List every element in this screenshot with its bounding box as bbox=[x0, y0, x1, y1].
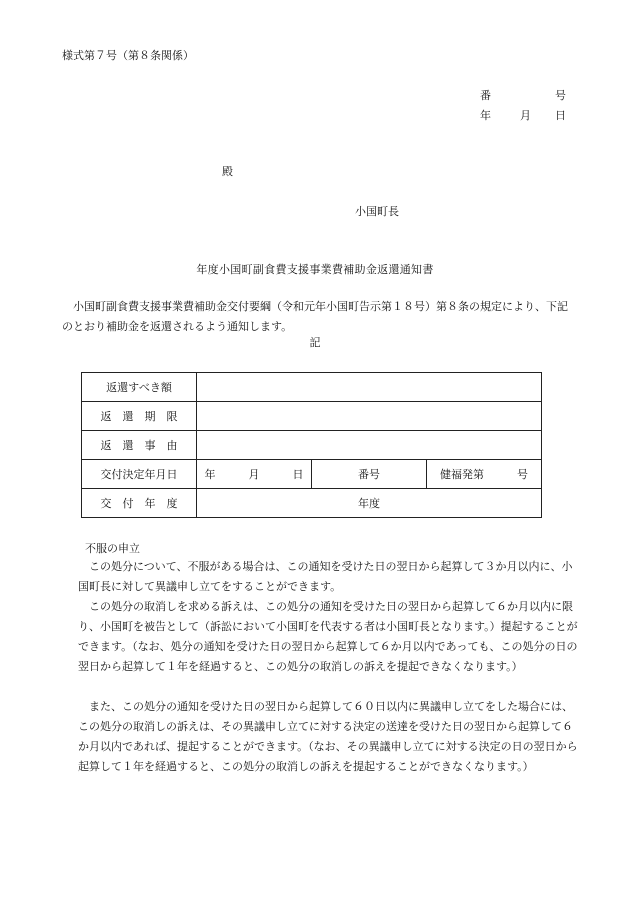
deadline-value-cell bbox=[197, 402, 542, 431]
sender-name: 小国町長 bbox=[355, 205, 399, 218]
notice-body: 小国町副食費支援事業費補助金交付要綱（令和元年小国町告示第１８号）第８条の規定により、下記のとおり補助金を返還されるよう通知します。 bbox=[62, 300, 568, 333]
row-label-amount: 返還すべき額 bbox=[82, 373, 197, 402]
decision-date-cell: 年 月 日 bbox=[197, 460, 312, 489]
date-year-label: 年 bbox=[480, 109, 491, 122]
date-day-label: 日 bbox=[555, 109, 566, 122]
row-label-deadline: 返 還 期 限 bbox=[82, 402, 197, 431]
addressee-honorific: 殿 bbox=[222, 165, 233, 178]
ki-heading: 記 bbox=[309, 336, 321, 349]
row-label-fiscal-year: 交 付 年 度 bbox=[82, 489, 197, 518]
amount-value-cell bbox=[197, 373, 542, 402]
date-month-label: 月 bbox=[520, 109, 531, 122]
form-number: 様式第７号（第８条関係） bbox=[62, 49, 194, 62]
table-row bbox=[82, 431, 542, 460]
row-label-reason: 返 還 事 由 bbox=[82, 431, 197, 460]
document-number-label: 番 bbox=[480, 89, 491, 102]
document-title: 年度小国町副食費支援事業費補助金返還通知書 bbox=[196, 263, 434, 276]
row-label-decision-date: 交付決定年月日 bbox=[82, 460, 197, 489]
fiscal-year-cell: 年度 bbox=[197, 489, 542, 518]
objection-title: 不服の申立 bbox=[85, 542, 140, 555]
document-number-unit: 号 bbox=[555, 89, 566, 102]
table-row bbox=[82, 460, 542, 489]
doc-number-cell: 健福発第 号 bbox=[427, 460, 542, 489]
number-label-cell: 番号 bbox=[312, 460, 427, 489]
objection-paragraph: また、この処分の通知を受けた日の翌日から起算して６０日以内に異議申し立てをした場合には、この処分の取消しの訴えは、その異議申し立てに対する決定の送達を受けた日の翌日から起算して６か月以内であれば、提起することができます。（なお、その異議申し立てに対する決定の日の翌日から起算して１年を経過すると、この処分の取消しの訴えを提起することができなくなります。） bbox=[78, 700, 578, 773]
table-row bbox=[82, 402, 542, 431]
reason-value-cell bbox=[197, 431, 542, 460]
refund-details-table bbox=[81, 372, 542, 518]
objection-paragraph: この処分の取消しを求める訴えは、この処分の通知を受けた日の翌日から起算して６か月以内に限り、小国町を被告として（訴訟において小国町を代表する者は小国町長となります。）提起することができます。（なお、処分の通知を受けた日の翌日から起算して６か月以内であっても、この処分の日の翌日から起算して１年を経過すると、この処分の取消しの訴えを提起できなくなります。） bbox=[78, 600, 578, 673]
table-row bbox=[82, 373, 542, 402]
table-row bbox=[82, 489, 542, 518]
objection-paragraph: この処分について、不服がある場合は、この通知を受けた日の翌日から起算して３か月以内に、小国町長に対して異議申し立てをすることができます。 bbox=[78, 560, 573, 593]
